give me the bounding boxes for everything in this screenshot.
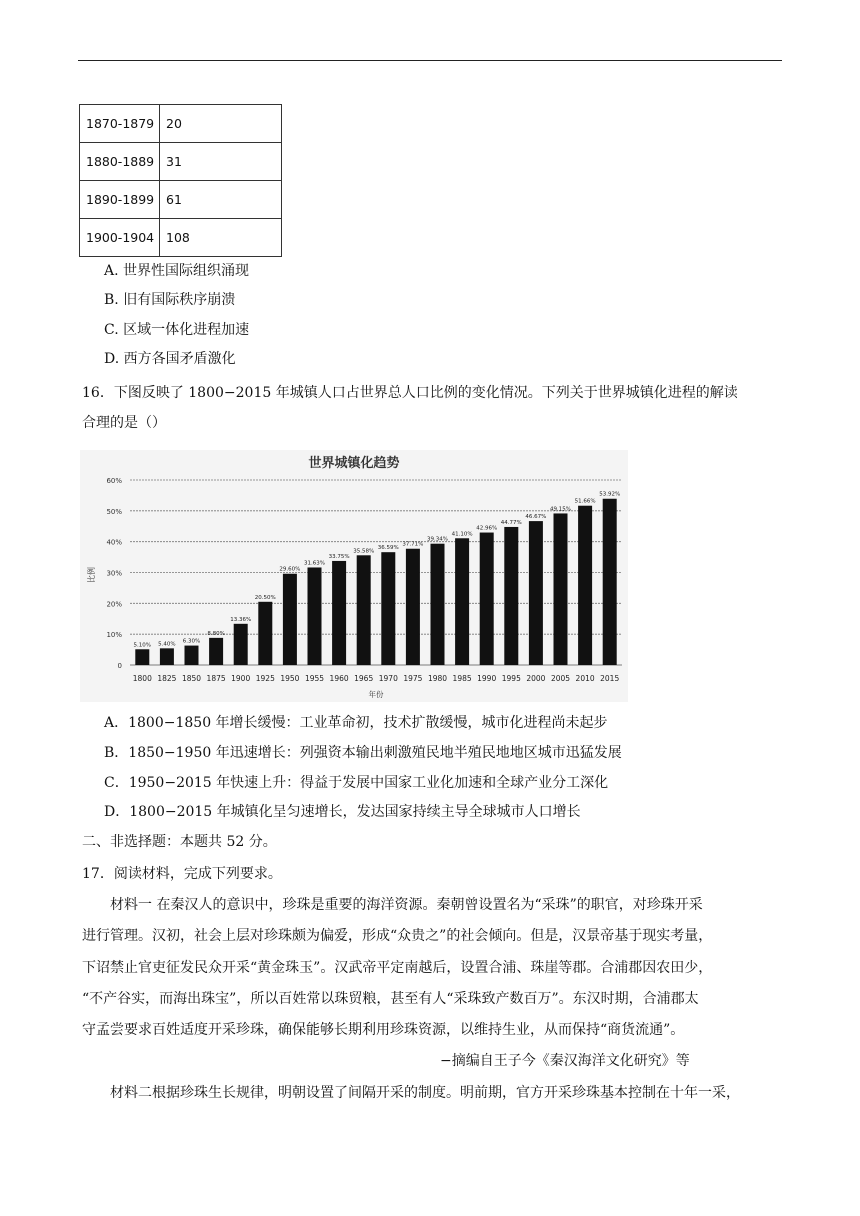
x-tick-label: 1955 [304, 674, 325, 683]
y-axis-label: 比例 [87, 567, 96, 583]
bar [283, 574, 297, 665]
x-tick-label: 2000 [526, 674, 546, 683]
material1-line: 进行管理。汉初，社会上层对珍珠颇为偏爱，形成“众贵之”的社会倾向。但是，汉景帝基于现实考量， [82, 928, 713, 944]
table-cell-period: 1880-1889 [80, 143, 160, 181]
data-label: 13.36% [230, 616, 252, 623]
table-row [80, 105, 282, 143]
material1-line: 守孟尝要求百姓适度开采珍珠，确保能够长期利用珍珠资源，以维持生业，从而保持“商货流通”。 [82, 1022, 685, 1038]
data-label: 39.34% [427, 536, 448, 543]
bar [185, 646, 199, 665]
q15-option-b[interactable]: B. 旧有国际秩序崩溃 [104, 292, 236, 308]
q15-option-d[interactable]: D. 西方各国矛盾激化 [104, 351, 236, 367]
data-label: 44.77% [500, 519, 522, 526]
chart-title: 世界城镇化趋势 [308, 456, 400, 471]
x-tick-label: 2010 [575, 674, 595, 683]
bar [332, 561, 346, 665]
bar [406, 549, 420, 665]
table-cell-period: 1870-1879 [80, 105, 160, 143]
bar [480, 533, 494, 665]
q15-option-a[interactable]: A. 世界性国际组织涌现 [104, 263, 250, 279]
x-tick-label: 1995 [501, 674, 521, 683]
material2-line: 材料二根据珍珠生长规律，明朝设置了间隔开采的制度。明前期，官方开采珍珠基本控制在十年一采， [110, 1085, 740, 1101]
material1-line: 材料一 在秦汉人的意识中，珍珠是重要的海洋资源。秦朝曾设置名为“采珠”的职官，对珍珠开采 [110, 897, 703, 913]
x-tick-label: 1875 [206, 674, 226, 683]
bar [529, 521, 543, 665]
bar [234, 624, 248, 665]
y-tick-label: 0 [117, 662, 122, 670]
q16-option-a[interactable]: A．1800−1850 年增长缓慢：工业革命初，技术扩散缓慢，城市化进程尚未起步 [104, 715, 608, 731]
x-tick-label: 1800 [132, 674, 152, 683]
bar [578, 506, 592, 665]
material1-source: −摘编自王子今《秦汉海洋文化研究》等 [440, 1053, 690, 1069]
bar [431, 544, 445, 665]
bar [135, 649, 149, 665]
bar [455, 538, 469, 665]
data-label: 5.10% [133, 642, 152, 649]
x-tick-label: 2005 [550, 674, 571, 683]
table-cell-value: 108 [160, 219, 282, 257]
table-row [80, 143, 282, 181]
table-row [80, 181, 282, 219]
chart-svg [80, 450, 628, 702]
data-label: 8.80% [207, 630, 225, 637]
bar [554, 513, 568, 665]
material1-line: 下诏禁止官吏征发民众开采“黄金珠玉”。汉武帝平定南越后，设置合浦、珠崖等郡。合浦郡因农田少， [82, 960, 713, 976]
bar [381, 552, 395, 665]
q16-option-b[interactable]: B．1850−1950 年迅速增长：列强资本输出刺激殖民地半殖民地地区城市迅猛发展 [104, 745, 622, 761]
bar [258, 602, 272, 665]
q16-stem-line1: 16．下图反映了 1800−2015 年城镇人口占世界总人口比例的变化情况。下列关于世界城镇化进程的解读 [82, 385, 738, 401]
x-tick-label: 1925 [255, 674, 275, 683]
x-tick-label: 1950 [280, 674, 300, 683]
x-tick-label: 2015 [600, 674, 620, 683]
y-tick-label: 40% [106, 538, 122, 547]
x-tick-label: 1850 [181, 674, 202, 683]
q16-option-d[interactable]: D．1800−2015 年城镇化呈匀速增长，发达国家持续主导全球城市人口增长 [104, 804, 581, 820]
x-tick-label: 1970 [378, 674, 398, 683]
x-tick-label: 1960 [329, 674, 349, 683]
bar [209, 638, 223, 665]
x-tick-label: 1990 [477, 674, 497, 683]
section-heading: 二、非选择题：本题共 52 分。 [82, 834, 277, 850]
data-label: 41.10% [451, 531, 473, 538]
bar [603, 499, 617, 665]
x-tick-label: 1900 [231, 674, 251, 683]
y-tick-label: 60% [106, 477, 122, 485]
x-tick-label: 1980 [427, 674, 448, 683]
bar [160, 648, 174, 665]
table-cell-value: 31 [160, 143, 282, 181]
q17-stem: 17．阅读材料，完成下列要求。 [82, 866, 282, 882]
material1-line: “不产谷实，而海出珠宝”，所以百姓常以珠贸粮，甚至有人“采珠致产数百万”。东汉时期，合浦郡太 [82, 991, 699, 1007]
x-tick-label: 1975 [403, 674, 423, 683]
data-label: 6.30% [182, 638, 201, 645]
data-label: 36.59% [377, 545, 399, 552]
table-cell-period: 1900-1904 [80, 219, 160, 257]
y-tick-label: 10% [106, 631, 122, 640]
data-label: 35.58% [353, 548, 375, 555]
urbanization-chart [80, 450, 628, 702]
y-tick-label: 30% [106, 569, 122, 578]
table-cell-period: 1890-1899 [80, 181, 160, 219]
data-label: 29.60% [279, 566, 301, 573]
bar [308, 567, 322, 665]
bar [504, 527, 518, 665]
x-tick-label: 1965 [354, 674, 374, 683]
table-row [80, 219, 282, 257]
data-table [79, 104, 282, 257]
data-label: 20.50% [254, 594, 276, 601]
x-tick-label: 1825 [157, 674, 177, 683]
data-label: 31.63% [304, 560, 325, 567]
table-cell-value: 61 [160, 181, 282, 219]
y-tick-label: 50% [106, 507, 122, 516]
x-axis-label: 年份 [368, 690, 384, 699]
q16-option-c[interactable]: C．1950−2015 年快速上升：得益于发展中国家工业化加速和全球产业分工深化 [104, 775, 609, 791]
data-label: 46.67% [525, 514, 547, 521]
data-label: 33.75% [328, 553, 350, 560]
data-label: 37.71% [402, 541, 424, 548]
bar [357, 555, 371, 665]
data-label: 49.15% [550, 506, 571, 513]
data-label: 5.40% [158, 641, 176, 648]
data-label: 53.92% [599, 491, 621, 498]
data-label: 42.96% [476, 525, 498, 532]
y-tick-label: 20% [106, 600, 122, 609]
data-label: 51.66% [574, 498, 596, 505]
x-tick-label: 1985 [452, 674, 472, 683]
table-cell-value: 20 [160, 105, 282, 143]
q16-stem-line2: 合理的是（） [82, 415, 166, 431]
header-rule [78, 60, 782, 61]
q15-option-c[interactable]: C. 区域一体化进程加速 [104, 322, 250, 338]
